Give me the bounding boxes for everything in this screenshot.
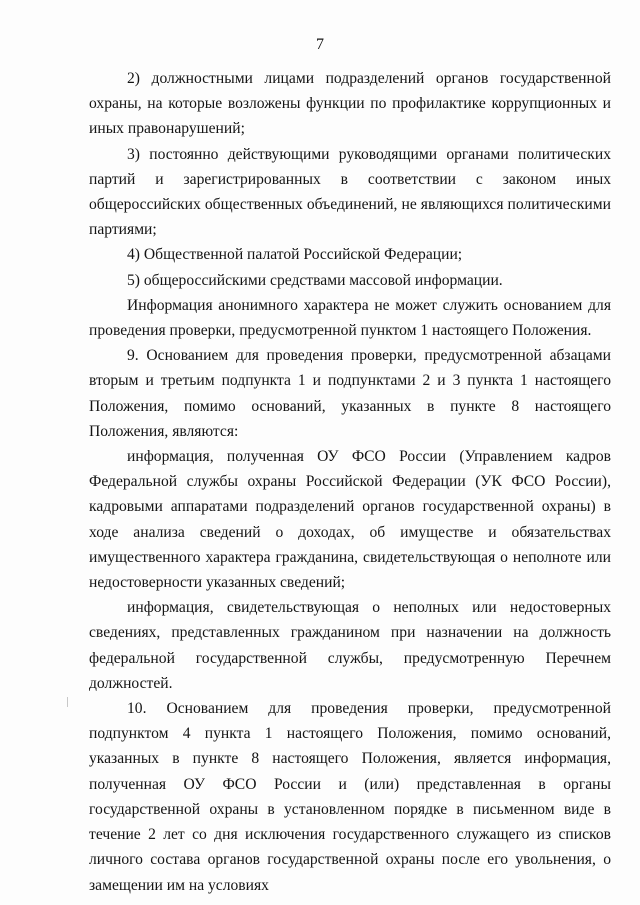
- paragraph-subitem-3: 3) постоянно действующими руководящими органами политических партий и зарегистрированных в соответствии с законом иных общероссийских общественных объединений, не являющихся политическими партиями;: [89, 145, 611, 239]
- margin-mark: [67, 697, 68, 707]
- paragraph-subitem-5: 5) общероссийскими средствами массовой информации.: [127, 271, 503, 289]
- paragraph-item-9-info-2: информация, свидетельствующая о неполных или недостоверных сведениях, представленных гражданином при назначении на должность федеральной государственной службы, предусмотренную Перечнем должностей.: [89, 599, 611, 692]
- paragraph-subitem-4: 4) Общественной палатой Российской Федерации;: [127, 246, 463, 264]
- paragraph-anonymous-info: Информация анонимного характера не может служить основанием для проведения проверки, предусмотренной пунктом 1 настоящего Положения.: [89, 296, 611, 340]
- paragraph-item-9-info-1: информация, полученная ОУ ФСО России (Управлением кадров Федеральной службы охраны Российской Федерации (УК ФСО России), кадровыми аппаратами подразделений органов государственной охраны) в ходе анализа сведений о доходах, об имуществе и обязательствах имущественного характера гражданина, свидетельствующая о неполноте или недостоверности указанных сведений;: [89, 448, 611, 592]
- document-body: [89, 66, 611, 898]
- paragraph-item-9: 9. Основанием для проведения проверки, предусмотренной абзацами вторым и третьим подпункта 1 и подпунктами 2 и 3 пункта 1 настоящего Положения, помимо оснований, указанных в пункте 8 настоящего Положения, являются:: [89, 347, 611, 440]
- paragraph-subitem-2: 2) должностными лицами подразделений органов государственной охраны, на которые возложены функции по профилактике коррупционных и иных правонарушений;: [89, 70, 611, 138]
- page-number: 7: [316, 36, 324, 53]
- paragraph-item-10: 10. Основанием для проведения проверки, предусмотренной подпунктом 4 пункта 1 настоящего Положения, помимо оснований, указанных в пункте 8 настоящего Положения, является информация, полученная ОУ ФСО России и (или) представленная в органы государственной охраны в установленном порядке в письменном виде в течение 2 лет со дня исключения государственного служащего из списков личного состава органов государственной охраны после его увольнения, о замещении им на условиях: [89, 700, 611, 894]
